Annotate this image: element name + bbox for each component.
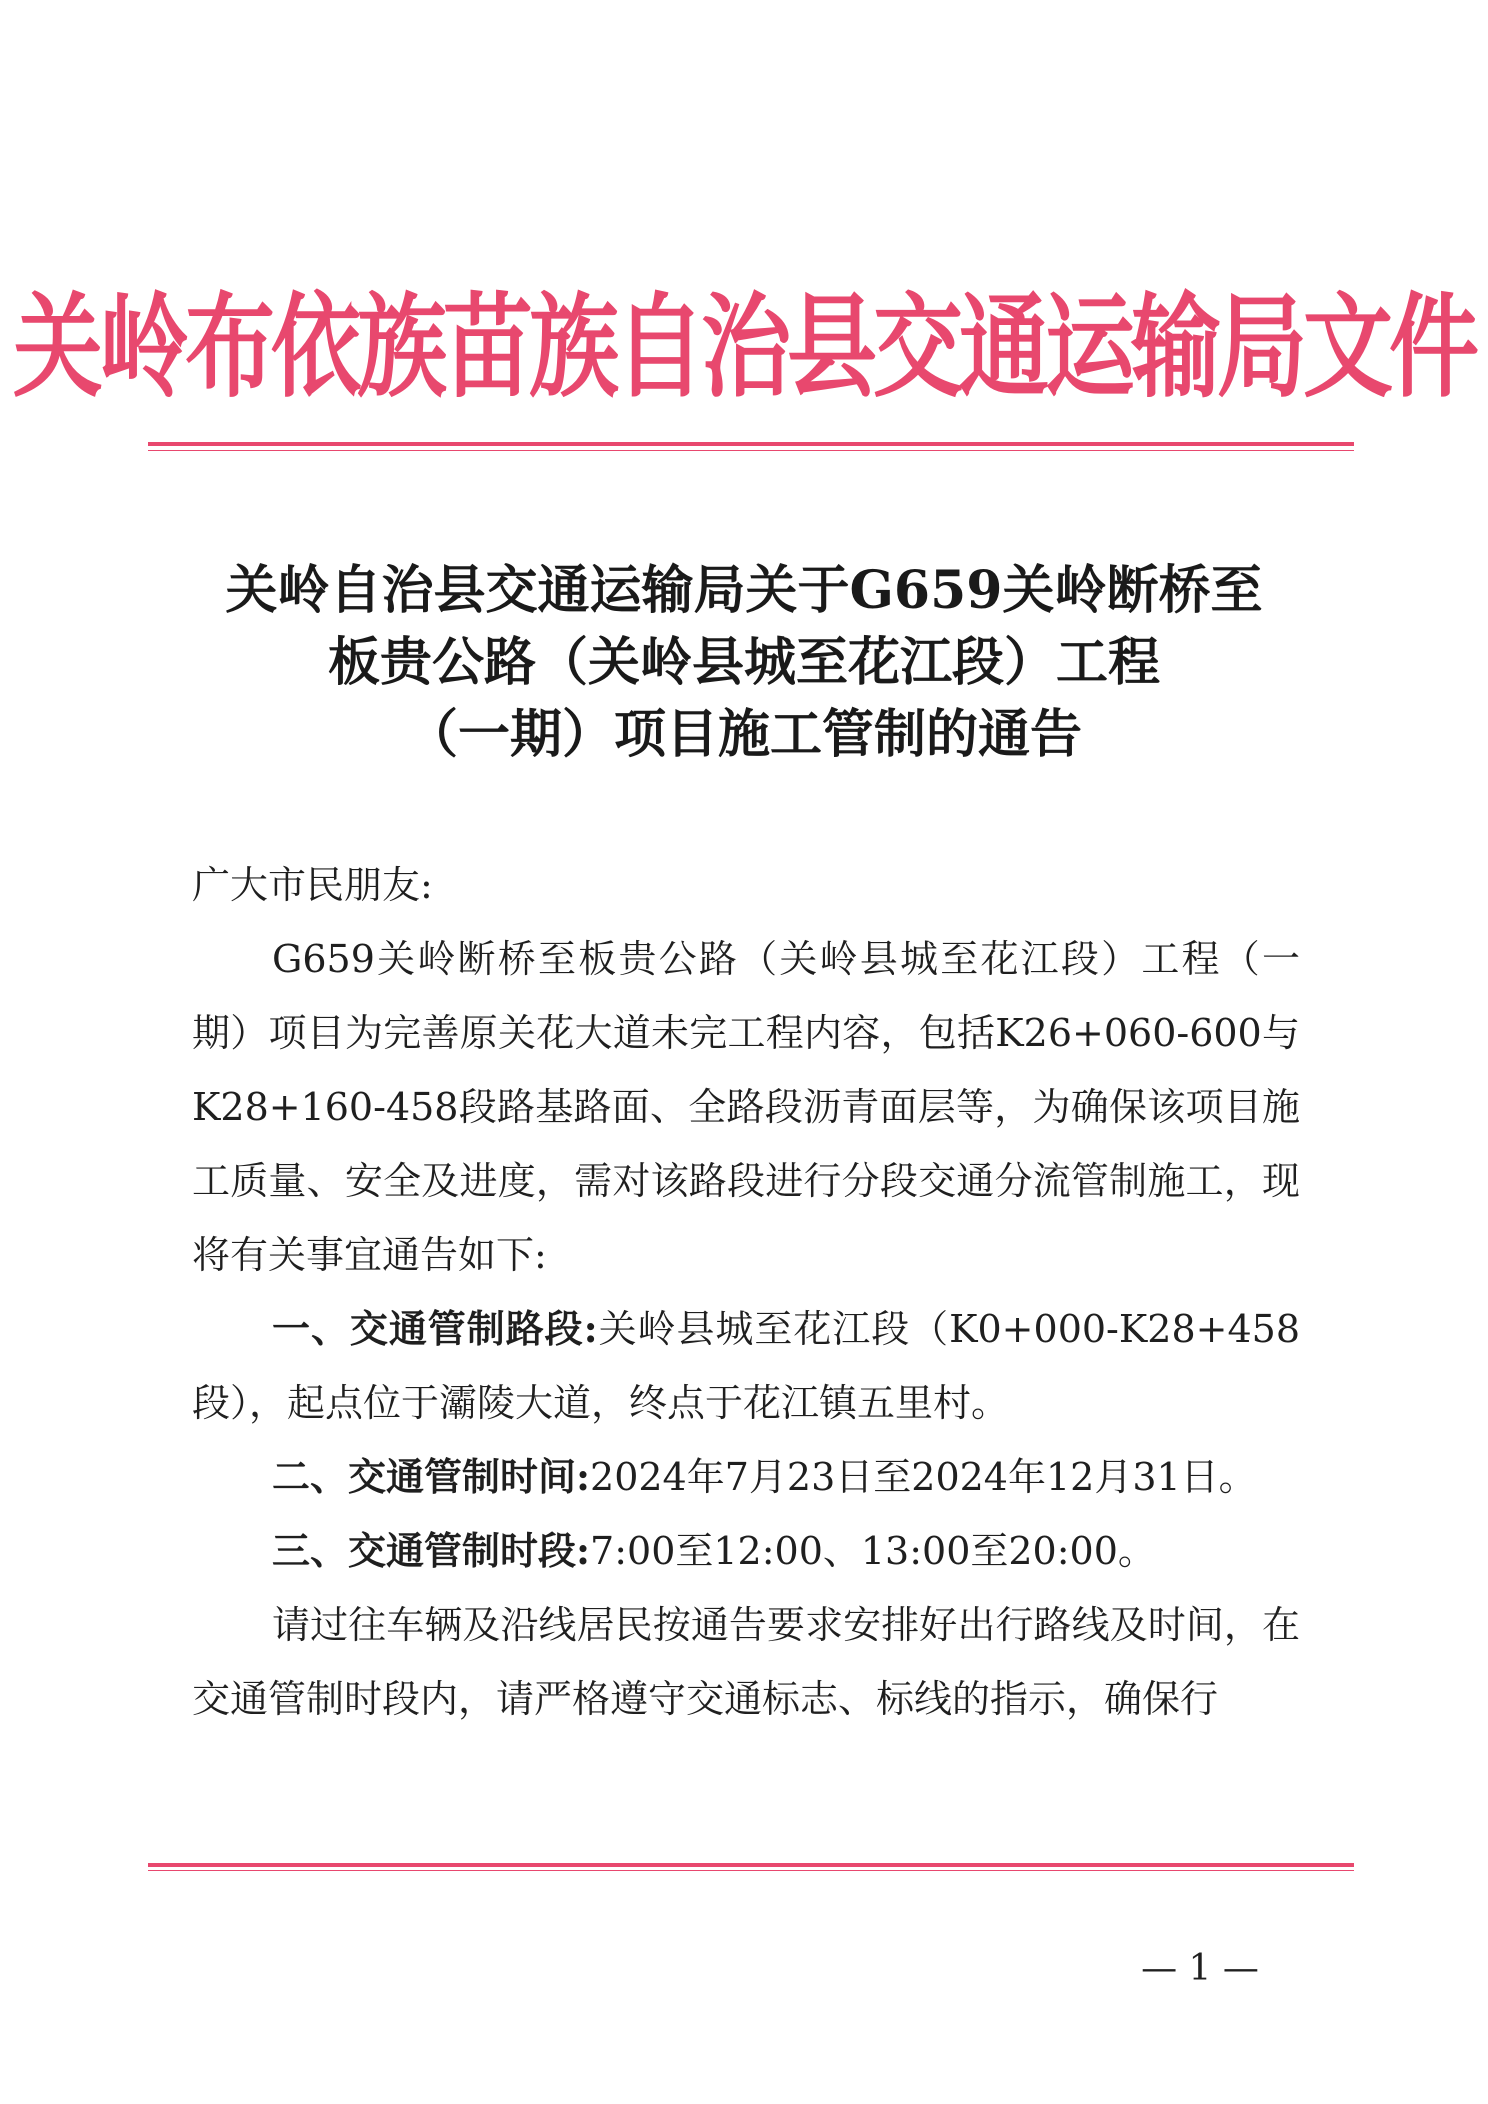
footer-red-rule-thin: [148, 1870, 1354, 1871]
item-text: 关岭县城至花江段（K0+000-K28+458段），起点位于灞陵大道，终点于花江镇五里村。: [192, 1307, 1301, 1425]
masthead-red-rule-thin: [148, 450, 1354, 451]
item-text: 2024年7月23日至2024年12月31日。: [590, 1455, 1257, 1499]
salutation: 广大市民朋友:: [192, 863, 433, 907]
intro-paragraph: G659关岭断桥至板贵公路（关岭县城至花江段）工程（一期）项目为完善原关花大道未完工程内容，包括K26+060-600与K28+160-458段路基路面、全路段沥青面层等，为确保该项目施工质量、安全及进度，需对该路段进行分段交通分流管制施工，现将有关事宜通告如下:: [192, 937, 1300, 1277]
document-body: [192, 848, 1300, 1736]
item-label: 三、交通管制时段:: [272, 1528, 591, 1573]
control-hours-item: [192, 1514, 1300, 1588]
masthead-red-rule: [148, 442, 1354, 446]
item-label: 一、交通管制路段:: [272, 1306, 598, 1351]
document-title-line: 关岭自治县交通运输局关于G659关岭断桥至: [225, 560, 1263, 621]
page-number: — 1 —: [1141, 1948, 1259, 1989]
document-title: [150, 555, 1338, 771]
closing-paragraph: 请过往车辆及沿线居民按通告要求安排好出行路线及时间，在交通管制时段内，请严格遵守交通标志、标线的指示，确保行: [192, 1603, 1300, 1721]
masthead-title: 关岭布依族苗族自治县交通运输局文件: [13, 282, 1475, 414]
item-text: 7:00至12:00、13:00至20:00。: [590, 1529, 1156, 1573]
item-label: 二、交通管制时间:: [272, 1454, 591, 1499]
control-section-item: [192, 1292, 1300, 1440]
footer-red-rule: [148, 1863, 1354, 1867]
control-time-item: [192, 1440, 1300, 1514]
document-title-line: 板贵公路（关岭县城至花江段）工程: [327, 632, 1160, 693]
document-title-line: （一期）项目施工管制的通告: [405, 704, 1082, 765]
